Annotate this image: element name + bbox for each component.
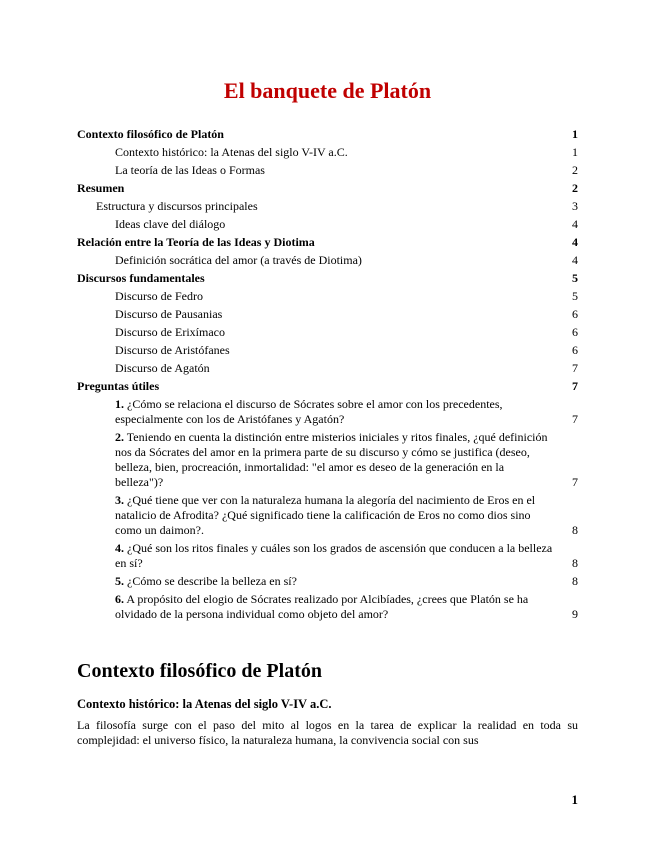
toc-entry-text bbox=[115, 289, 554, 304]
toc-entry[interactable] bbox=[77, 325, 578, 340]
toc-entry-label: ¿Cómo se describe la belleza en sí? bbox=[127, 574, 297, 588]
toc-entry[interactable] bbox=[77, 430, 578, 490]
toc-page-number: 5 bbox=[572, 289, 578, 303]
toc-entry[interactable] bbox=[77, 343, 578, 358]
toc-entry[interactable] bbox=[77, 541, 578, 571]
toc-entry-text bbox=[115, 325, 554, 340]
question-number: 4. bbox=[115, 541, 124, 555]
toc-entry-label: Preguntas útiles bbox=[77, 379, 160, 393]
toc-page-number: 2 bbox=[572, 181, 578, 195]
toc-page-number: 1 bbox=[572, 145, 578, 159]
toc-entry-label: ¿Qué son los ritos finales y cuáles son los grados de ascensión que conducen a la belleza en sí? bbox=[115, 541, 553, 570]
toc-entry-label: A propósito del elogio de Sócrates realizado por Alcibíades, ¿crees que Platón se ha olvidado de la persona individual como objeto del amor? bbox=[115, 592, 529, 621]
toc-entry-text bbox=[77, 235, 554, 250]
toc-entry-label: Teniendo en cuenta la distinción entre misterios iniciales y ritos finales, ¿qué definición nos da Sócrates del amor en la primera parte de su discurso y cómo se justifica (deseo, belleza, bien, procreación, inmortalidad: "el amor es deseo de la generación en la belleza")? bbox=[115, 430, 548, 489]
toc-entry-label: Contexto histórico: la Atenas del siglo V-IV a.C. bbox=[115, 145, 348, 159]
toc-entry-text bbox=[115, 253, 554, 268]
toc-page-number: 6 bbox=[572, 307, 578, 321]
toc-page-number: 6 bbox=[572, 325, 578, 339]
toc-page-number: 7 bbox=[572, 475, 578, 489]
toc-page-number: 3 bbox=[572, 199, 578, 213]
toc-entry-text bbox=[115, 592, 554, 622]
toc-page-number: 5 bbox=[572, 271, 578, 285]
toc-entry-text bbox=[115, 397, 554, 427]
toc-page-number: 8 bbox=[572, 556, 578, 570]
question-number: 6. bbox=[115, 592, 124, 606]
toc-page-number: 6 bbox=[572, 343, 578, 357]
toc-page-number: 7 bbox=[572, 361, 578, 375]
toc-page-number: 4 bbox=[572, 235, 578, 249]
toc-page-number: 7 bbox=[572, 379, 578, 393]
section-heading: Contexto filosófico de Platón bbox=[77, 660, 322, 682]
toc-entry[interactable] bbox=[77, 574, 578, 589]
toc-page-number: 8 bbox=[572, 574, 578, 588]
toc-entry-text bbox=[115, 145, 554, 160]
toc-entry[interactable] bbox=[77, 163, 578, 178]
toc-entry-label: Estructura y discursos principales bbox=[96, 199, 258, 213]
toc-entry-label: Discurso de Fedro bbox=[115, 289, 203, 303]
toc-entry-label: Discurso de Pausanias bbox=[115, 307, 223, 321]
toc-page-number: 9 bbox=[572, 607, 578, 621]
toc-page-number: 8 bbox=[572, 523, 578, 537]
toc-entry-text bbox=[115, 217, 554, 232]
question-number: 2. bbox=[115, 430, 124, 444]
question-number: 1. bbox=[115, 397, 124, 411]
toc-entry-label: Ideas clave del diálogo bbox=[115, 217, 226, 231]
toc-entry-text bbox=[115, 574, 554, 589]
toc-entry[interactable] bbox=[77, 217, 578, 232]
toc-entry-text bbox=[77, 271, 554, 286]
toc-entry-text bbox=[77, 181, 554, 196]
toc-page-number: 4 bbox=[572, 253, 578, 267]
toc-entry[interactable] bbox=[77, 361, 578, 376]
toc-entry-label: Discurso de Agatón bbox=[115, 361, 210, 375]
toc-page-number: 7 bbox=[572, 412, 578, 426]
toc-entry[interactable] bbox=[77, 397, 578, 427]
toc-entry-label: Discurso de Erixímaco bbox=[115, 325, 225, 339]
toc-entry[interactable] bbox=[77, 199, 578, 214]
toc-page-number: 2 bbox=[572, 163, 578, 177]
toc-heading-entry[interactable] bbox=[77, 235, 578, 250]
table-of-contents bbox=[77, 127, 578, 625]
toc-entry-text bbox=[115, 307, 554, 322]
toc-entry-label: Discurso de Aristófanes bbox=[115, 343, 230, 357]
toc-entry[interactable] bbox=[77, 145, 578, 160]
page-number: 1 bbox=[571, 792, 578, 807]
document-title: El banquete de Platón bbox=[223, 78, 432, 103]
toc-heading-entry[interactable] bbox=[77, 271, 578, 286]
toc-heading-entry[interactable] bbox=[77, 379, 578, 394]
question-number: 5. bbox=[115, 574, 124, 588]
body-paragraph: La filosofía surge con el paso del mito al logos en la tarea de explicar la realidad en toda su complejidad: el universo físico, la naturaleza humana, la convivencia social con sus bbox=[77, 718, 578, 747]
question-number: 3. bbox=[115, 493, 124, 507]
subsection-heading: Contexto histórico: la Atenas del siglo V-IV a.C. bbox=[77, 697, 332, 711]
toc-entry-label: ¿Cómo se relaciona el discurso de Sócrates sobre el amor con los precedentes, especialmente con los de Aristófanes y Agatón? bbox=[115, 397, 503, 426]
toc-entry-label: Relación entre la Teoría de las Ideas y Diotima bbox=[77, 235, 315, 249]
toc-entry[interactable] bbox=[77, 493, 578, 538]
toc-entry-text bbox=[96, 199, 554, 214]
toc-page-number: 4 bbox=[572, 217, 578, 231]
toc-heading-entry[interactable] bbox=[77, 181, 578, 196]
toc-entry-text bbox=[115, 361, 554, 376]
toc-heading-entry[interactable] bbox=[77, 127, 578, 142]
toc-entry[interactable] bbox=[77, 307, 578, 322]
toc-entry[interactable] bbox=[77, 253, 578, 268]
toc-entry-label: Contexto filosófico de Platón bbox=[77, 127, 224, 141]
toc-entry-text bbox=[115, 493, 554, 538]
toc-entry-text bbox=[77, 379, 554, 394]
toc-entry-label: La teoría de las Ideas o Formas bbox=[115, 163, 265, 177]
toc-entry-text bbox=[115, 430, 554, 490]
toc-entry-label: Discursos fundamentales bbox=[77, 271, 205, 285]
toc-entry-text bbox=[77, 127, 554, 142]
toc-entry-label: Definición socrática del amor (a través de Diotima) bbox=[115, 253, 362, 267]
toc-entry-text bbox=[115, 343, 554, 358]
toc-entry-text bbox=[115, 541, 554, 571]
toc-entry[interactable] bbox=[77, 289, 578, 304]
toc-entry[interactable] bbox=[77, 592, 578, 622]
toc-entry-label: Resumen bbox=[77, 181, 125, 195]
toc-entry-text bbox=[115, 163, 554, 178]
toc-entry-label: ¿Qué tiene que ver con la naturaleza humana la alegoría del nacimiento de Eros en el natalicio de Afrodita? ¿Qué significado tiene la calificación de Eros no como dios sino como un daimon?. bbox=[115, 493, 536, 537]
toc-page-number: 1 bbox=[572, 127, 578, 141]
